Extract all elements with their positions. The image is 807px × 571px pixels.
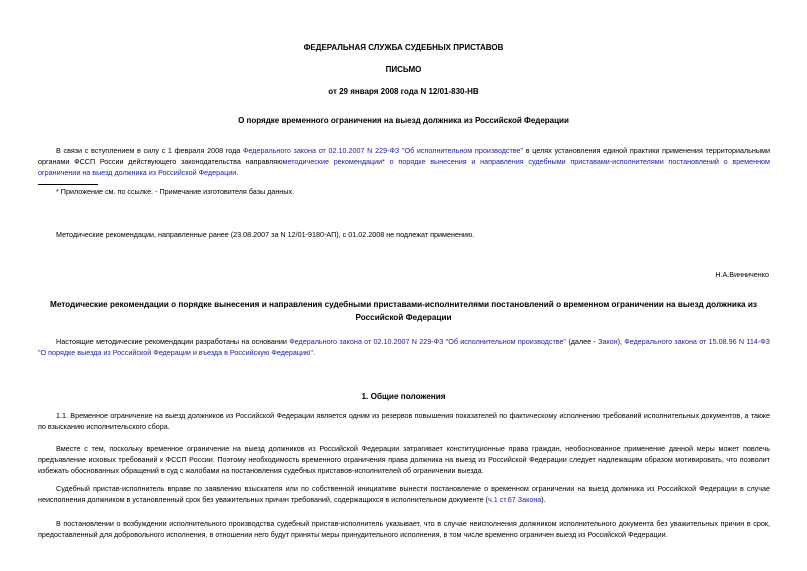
intro-text-3: . <box>236 168 239 178</box>
rec-text-3: ), <box>617 337 625 346</box>
recommendations-title: Методические рекомендации о порядке вынесения и направления судебными приставами-исполнителями постановлений о временном ограничении на выезд должника из Российской Федерации <box>50 300 757 323</box>
rec-text-4: . <box>312 348 315 358</box>
doc-type: ПИСЬМО <box>385 65 422 74</box>
issuer-org: ФЕДЕРАЛЬНАЯ СЛУЖБА СУДЕБНЫХ ПРИСТАВОВ <box>303 43 504 52</box>
section-1-paragraph-4: В постановлении о возбуждении исполнительного производства судебный пристав-исполнитель указывает, что в случае неисполнения должником исполнительного документа без уважительных причин в срок, предоставленный для добровольного исполнения, в отношении него будут приняты меры принудительного исполнения, в том числе временно ограничен выезд из Российской Федерации. <box>38 519 770 540</box>
intro-text-2: в целях установления единой практики применения территориальными органами ФССП России действующего законодательства направляю <box>38 146 770 167</box>
recommendations-link[interactable]: методические рекомендации* о порядке вынесения и направления судебными приставами-исполнителями постановлений о временном ограничении на выезд должника из Российской Федерации <box>38 157 770 178</box>
law-229-link[interactable]: Федерального закона от 02.10.2007 N 229-ФЗ "Об исполнительном производстве" <box>242 146 524 155</box>
intro-paragraph <box>38 145 770 178</box>
rec-text-1: Настоящие методические рекомендации разработаны на основании <box>56 337 290 346</box>
footnote: * Приложение см. по ссылке. - Примечание изготовителя базы данных. <box>56 187 295 196</box>
rec-law-114-link[interactable]: Федерального закона от 15.08.96 N 114-ФЗ "О порядке выезда из Российской Федерации и въезда в Российскую Федерацию" <box>38 337 771 358</box>
footnote-divider <box>38 184 98 185</box>
rec-law-short-link[interactable]: Закон <box>598 337 618 346</box>
signature: Н.А.Винниченко <box>715 270 769 279</box>
doc-title: О порядке временного ограничения на выезд должника из Российской Федерации <box>238 116 569 125</box>
recommendations-basis <box>38 336 770 358</box>
doc-date-number: от 29 января 2008 года N 12/01-830-НВ <box>328 87 479 96</box>
rec-text-2: (далее - <box>566 337 599 346</box>
section-1-heading: 1. Общие положения <box>361 392 446 401</box>
section-1-paragraph-2: Вместе с тем, поскольку временное ограничение на выезд должников из Российской Федерации затрагивает конституционные права граждан, необоснованное применение данной меры может повлечь предъявление исковых требований к ФССП России. Поэтому необходимость временного ограничения права должника на выезд из Российской Федерации следует надлежащим образом мотивировать, что позволит избежать обоснованных обращений в суд с жалобами на постановления судебных приставов-исполнителей об ограничении выезда. <box>38 444 770 476</box>
s1p3-text-2: ). <box>541 495 546 505</box>
intro-text-1: В связи с вступлением в силу с 1 февраля 2008 года <box>56 146 243 155</box>
section-1-paragraph-3 <box>38 483 770 505</box>
prior-recommendations-note: Методические рекомендации, направленные ранее (23.08.2007 за N 12/01-9180-АП), с 01.02.2008 не подлежат применению. <box>56 230 475 239</box>
section-1-paragraph-1: 1.1. Временное ограничение на выезд должников из Российской Федерации является одним из резервов повышения показателей по фактическому исполнению требований исполнительных документов, а также по взысканию исполнительского сбора. <box>38 411 770 432</box>
rec-law-229-link[interactable]: Федерального закона от 02.10.2007 N 229-ФЗ "Об исполнительном производстве" <box>289 337 567 346</box>
article-67-link[interactable]: ч.1 ст.67 Закона <box>487 495 542 505</box>
s1p3-text-1: Судебный пристав-исполнитель вправе по заявлению взыскателя или по собственной инициативе вынести постановление о временном ограничении на выезд должника из Российской Федерации в случае неисполнения должником в установленный срок без уважительных причин требований, содержащихся в исполнительном документе ( <box>38 484 770 505</box>
